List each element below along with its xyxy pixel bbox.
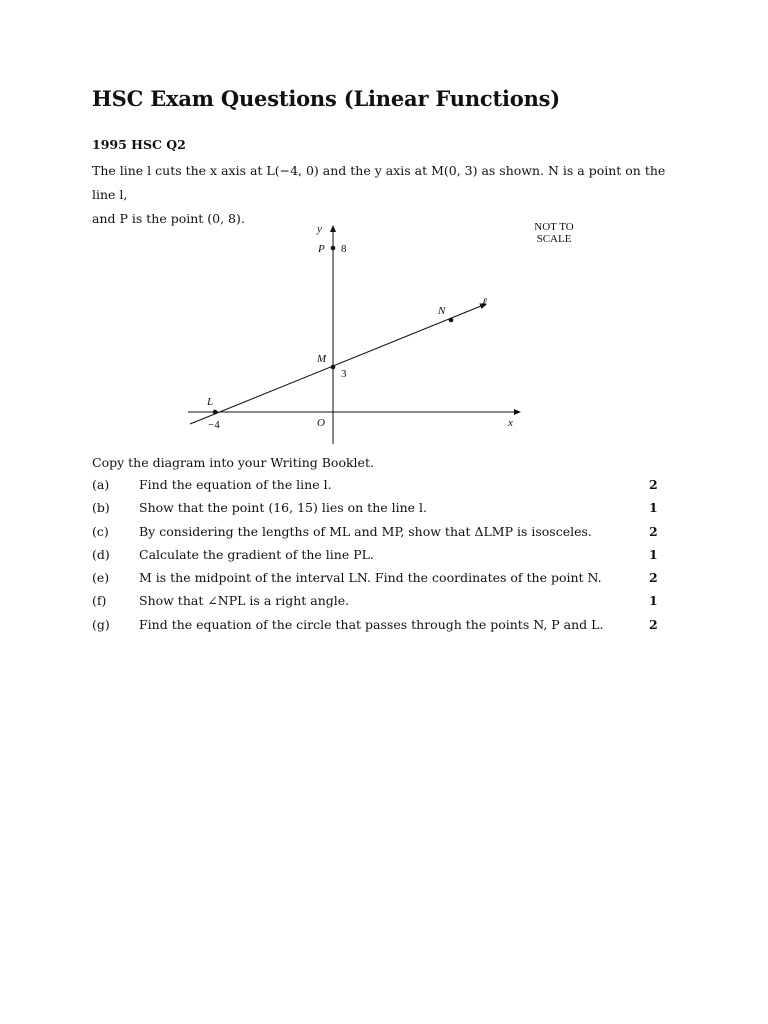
point-m [331,365,336,370]
part-label: (b) [92,500,110,516]
part-row [92,593,672,616]
l-point-label: L [207,396,214,408]
p-label: P [318,243,325,255]
line-l-label: ℓ [482,295,487,309]
part-text: By considering the lengths of ML and MP, show that ΔLMP is isosceles. [139,523,592,539]
line-l [190,304,486,424]
part-text: Find the equation of the circle that passes through the points N, P and L. [139,616,604,632]
instruction-text: Copy the diagram into your Writing Booklet. [92,455,374,470]
not-to-scale-line-1: NOT TO [534,221,574,233]
part-row [92,477,672,500]
part-text: M is the midpoint of the interval LN. Find the coordinates of the point N. [139,570,602,586]
not-to-scale-line-2: SCALE [536,233,572,245]
m-label: M [317,353,327,365]
intro-line-1: The line l cuts the x axis at L(−4, 0) and the y axis at M(0, 3) as shown. N is a point on the line l, [92,163,666,202]
coordinate-diagram [180,214,530,450]
intro-line-2: and P is the point (0, 8). [92,211,245,226]
part-label: (a) [92,477,110,492]
part-row [92,524,672,547]
point-l [213,410,218,415]
part-label: (g) [92,616,110,632]
part-label: (f) [92,593,107,609]
origin-label: O [317,417,325,429]
question-heading: 1995 HSC Q2 [92,137,186,152]
x-axis-label: x [508,417,513,429]
part-row [92,617,672,640]
part-label: (e) [92,570,110,586]
part-marks: 2 [649,570,658,586]
part-row [92,500,672,523]
point-n [449,318,454,323]
part-marks: 2 [649,523,658,539]
part-marks: 1 [649,546,658,562]
part-marks: 2 [649,477,658,492]
part-row [92,570,672,593]
n-label: N [438,305,446,317]
part-label: (d) [92,546,110,562]
question-parts [92,477,672,640]
point-p [331,246,336,251]
part-marks: 2 [649,616,658,632]
part-text: Show that the point (16, 15) lies on the line l. [139,500,428,516]
part-text: Calculate the gradient of the line PL. [139,546,374,562]
not-to-scale-note [522,221,586,245]
part-marks: 1 [649,593,658,609]
p-value-label: 8 [341,243,347,255]
part-text: Show that ∠NPL is a right angle. [139,593,350,609]
page-title: HSC Exam Questions (Linear Functions) [92,86,560,111]
m-value-label: 3 [341,368,347,380]
part-row [92,547,672,570]
part-marks: 1 [649,500,658,516]
part-text: Find the equation of the line l. [139,477,332,492]
y-axis-label: y [317,223,322,235]
l-value-label: −4 [208,419,220,431]
part-label: (c) [92,523,109,539]
